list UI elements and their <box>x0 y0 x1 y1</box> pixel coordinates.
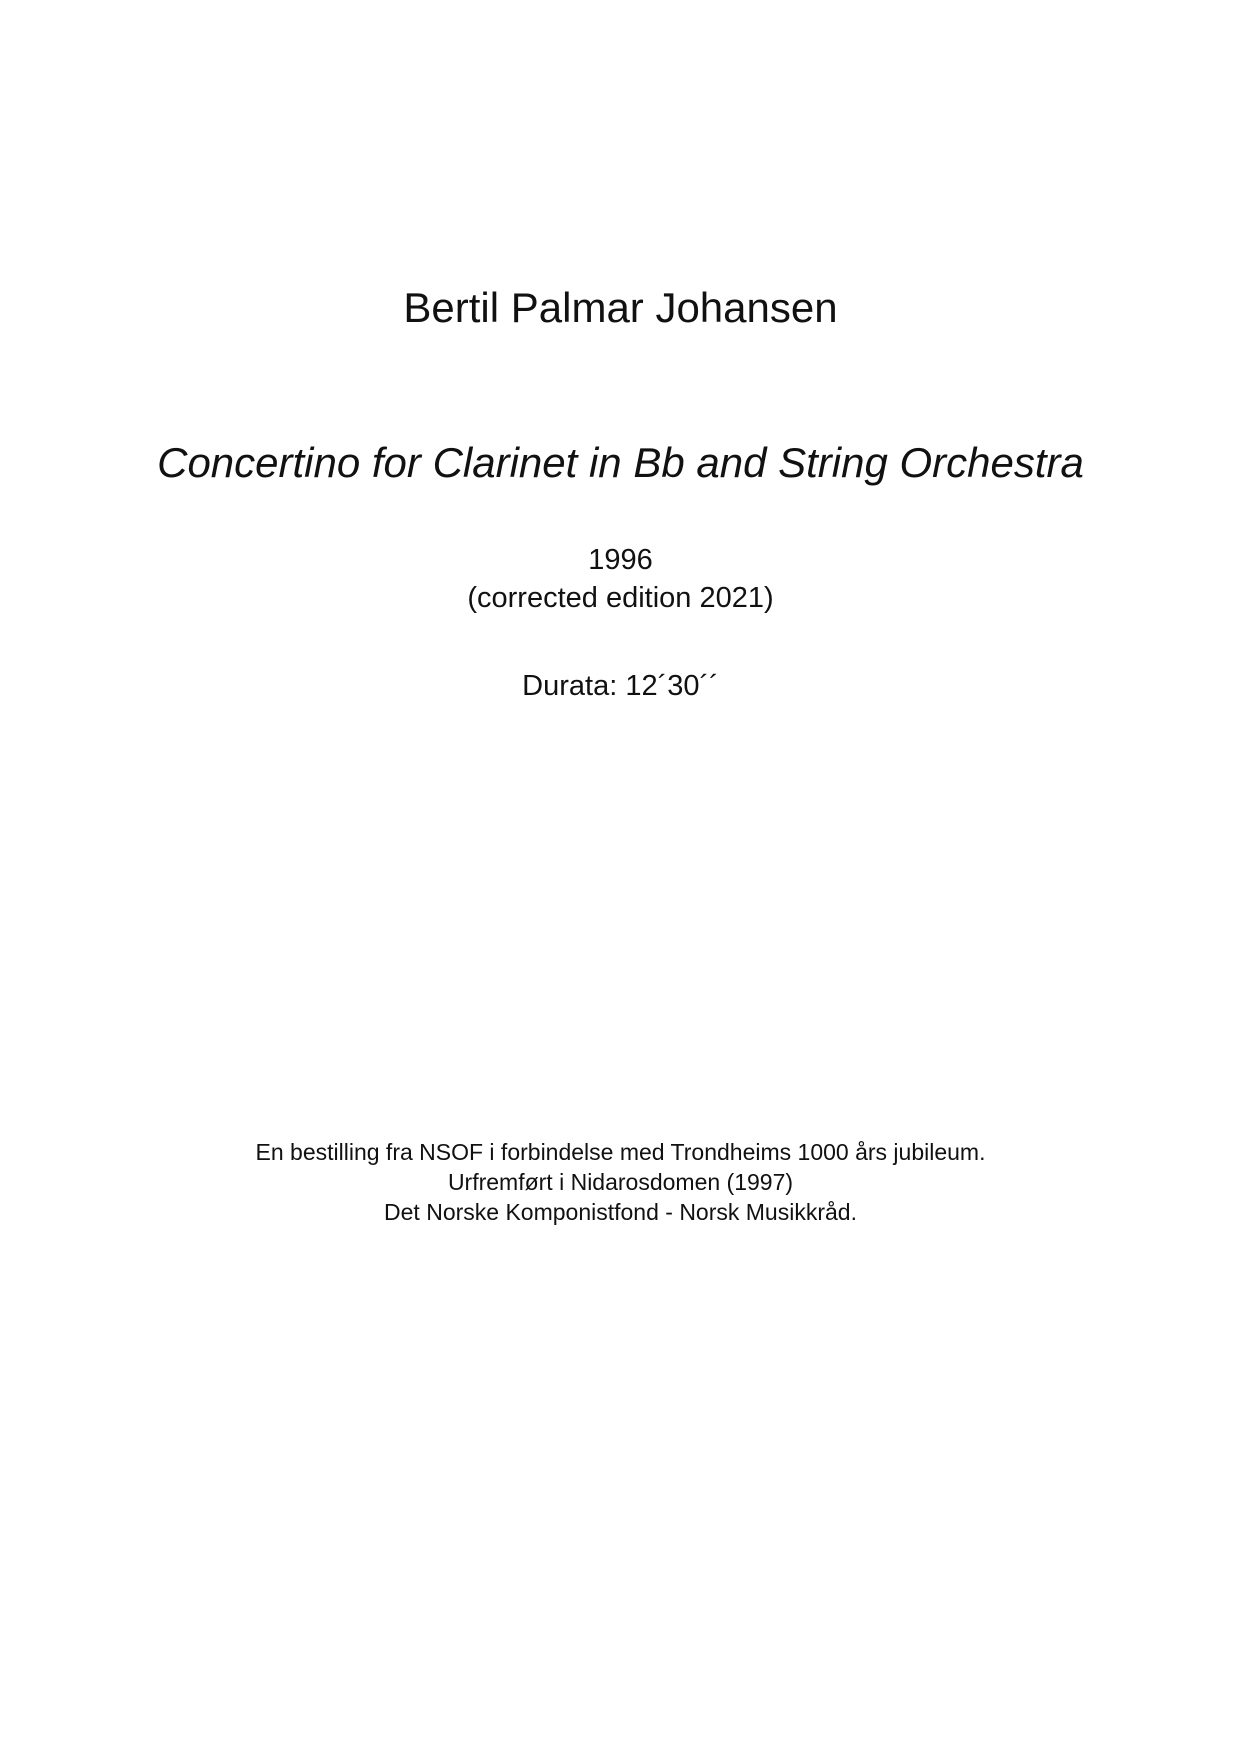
duration: Durata: 12´30´´ <box>522 670 719 702</box>
premiere-note: Urfremført i Nidarosdomen (1997) <box>447 1169 794 1195</box>
funding-note: Det Norske Komponistfond - Norsk Musikkråd. <box>384 1199 857 1225</box>
work-title: Concertino for Clarinet in Bb and String Orchestra <box>157 439 1084 486</box>
edition-note: (corrected edition 2021) <box>467 582 774 614</box>
composition-year: 1996 <box>588 544 653 576</box>
composer-name: Bertil Palmar Johansen <box>403 284 838 331</box>
commission-note: En bestilling fra NSOF i forbindelse med Trondheims 1000 års jubileum. <box>255 1139 986 1165</box>
